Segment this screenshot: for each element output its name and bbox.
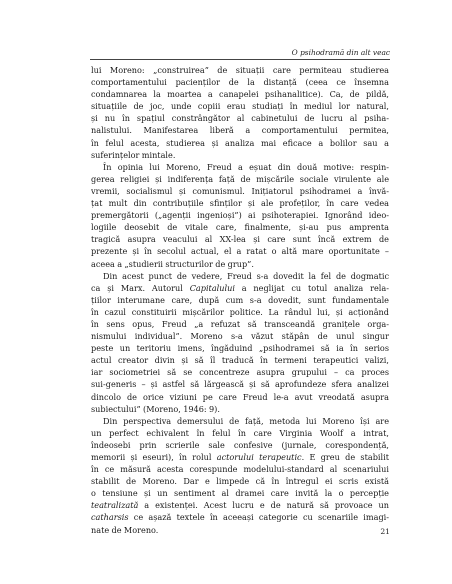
text-run: în felul acesta, studierea și analiza mai eficace a bolilor sau a (91, 137, 389, 148)
text-run: . E greu de stabilit (301, 452, 389, 462)
text-run: ce așază textele în aceeași categorie cu scenariile imagi- (128, 512, 389, 523)
text-line (91, 354, 389, 366)
text-line (91, 487, 389, 499)
text-line (91, 185, 389, 197)
text-run: în ce măsură acesta corespunde modelului-standard al scenariului (91, 464, 389, 475)
text-line (91, 463, 389, 475)
text-run: premergătorii („agenții ingenioși”) ai psihoterapiei. Ignorând ideo- (91, 210, 389, 221)
text-run: vremii, socialismul și comunismul. Inițiatorul psihodramei a învă- (91, 185, 389, 196)
text-run: prezente și în secolul actual, el a ratat o altă mare oportunitate – (91, 246, 389, 257)
text-run: a existenței. Acest lucru e de natură să provoace un (138, 500, 389, 511)
text-line (91, 427, 389, 439)
text-line (91, 306, 389, 318)
text-run: aceea a „studierii structurilor de grup”. (91, 258, 254, 269)
text-run: memorii și eseuri), în rolul (91, 452, 217, 462)
text-line (91, 233, 389, 245)
header-divider (90, 59, 390, 60)
text-line (91, 330, 389, 342)
text-run: țiilor interumane care, după cum s-a dovedit, sunt fundamentale (91, 294, 389, 305)
text-line (91, 366, 389, 378)
text-run: logiile deosebit de vitale care, finalmente, și-au pus amprenta (91, 222, 389, 233)
body-text (91, 64, 389, 536)
text-line (91, 221, 389, 233)
text-line (91, 76, 389, 88)
text-run: subiectului” (Moreno, 1946: 9). (91, 403, 220, 414)
text-run: situațiile de joc, unde copiii erau studiați în mediul lor natural, (91, 101, 389, 112)
text-line (91, 64, 389, 76)
text-line (91, 258, 389, 270)
text-line (91, 511, 389, 523)
text-line (91, 173, 389, 185)
text-line (91, 342, 389, 354)
text-run: Din acest punct de vedere, Freud s-a dovedit la fel de dogmatic (103, 270, 389, 281)
text-line (91, 439, 389, 451)
text-run: suferințelor mintale. (91, 149, 176, 160)
text-run: stabilit de Moreno. Dar e limpede că în întregul ei scris există (91, 476, 389, 487)
text-run: îndeosebi prin scrierile sale confesive (jurnale, corespondență, (91, 439, 389, 450)
text-line (91, 378, 389, 390)
text-line (91, 149, 389, 161)
text-run: peste un teritoriu imens, îngăduind „psihodramei să ia în serios (91, 343, 389, 354)
text-line (91, 124, 389, 136)
text-line (91, 475, 389, 487)
text-run: și nu în spațiul constrângător al cabinetului de lucru al psiha- (91, 113, 389, 124)
text-run: nalistului. Manifestarea liberă a comportamentului permitea, (91, 125, 389, 136)
text-run: a neglijat cu totul analiza rela- (234, 282, 389, 293)
text-line (91, 415, 389, 427)
italic-text: teatralizată (91, 500, 139, 511)
text-run: nismului individual”. Moreno s-a văzut stăpân de unul singur (91, 331, 389, 342)
text-run: comportamentului pacienților de la distanță (ceea ce însemna (91, 77, 389, 88)
text-line (91, 294, 389, 306)
text-run: dincolo de orice viziuni pe care Freud le-a avut vreodată asupra (91, 391, 389, 402)
text-line (91, 403, 389, 415)
text-line (91, 112, 389, 124)
text-run: țat mult din contribuțiile sfinților și ale profeților, în care vedea (91, 198, 389, 209)
text-run: un perfect echivalent în felul în care Virginia Woolf a intrat, (91, 427, 389, 438)
italic-text: Capitalului (189, 282, 235, 293)
text-line (91, 100, 389, 112)
text-line (91, 88, 389, 100)
running-header: O psihodramă din alt veac (291, 48, 390, 57)
text-run: o tensiune și un sentiment al dramei care invită la o percepție (91, 488, 389, 499)
text-run: ca și Marx. Autorul (91, 282, 190, 293)
text-run: actul creator divin și să îl traducă în termeni terapeutici valizi, (91, 355, 389, 366)
text-run: condamnarea la moartea a canapelei psihanalitice). Ca, de pildă, (91, 89, 389, 100)
text-run: nate de Moreno. (91, 524, 159, 535)
text-line (91, 270, 389, 282)
text-line (91, 282, 389, 294)
text-run: lui Moreno: „construirea” de situații care permiteau studierea (91, 65, 389, 75)
text-line (91, 318, 389, 330)
text-run: în sens opus, Freud „a refuzat să transceandă granițele orga- (91, 318, 389, 329)
text-line (91, 499, 389, 511)
text-line (91, 524, 389, 536)
text-run: gerea religiei și indiferența față de mișcările sociale virulente ale (91, 173, 389, 184)
text-line (91, 161, 389, 173)
text-run: În opinia lui Moreno, Freud a eșuat din două motive: respin- (103, 161, 389, 172)
text-line (91, 451, 389, 463)
text-run: tragică asupra veacului al XX-lea și care sunt încă extrem de (91, 234, 389, 245)
text-run: în cazul constituirii mișcărilor politice. La rândul lui, și acționând (91, 306, 389, 317)
text-run: iar sociometriei să se concentreze asupra grupului – ca proces (91, 367, 389, 378)
italic-text: actorului terapeutic (216, 452, 302, 462)
text-line (91, 137, 389, 149)
text-line (91, 245, 389, 257)
text-run: sui-generis – și astfel să lărgească și să aprofundeze sfera analizei (91, 379, 389, 390)
page-number: 21 (380, 527, 390, 536)
text-line (91, 391, 389, 403)
text-line (91, 197, 389, 209)
text-line (91, 209, 389, 221)
text-run: Din perspectiva demersului de față, metoda lui Moreno își are (103, 415, 389, 426)
italic-text: catharsis (91, 512, 129, 523)
